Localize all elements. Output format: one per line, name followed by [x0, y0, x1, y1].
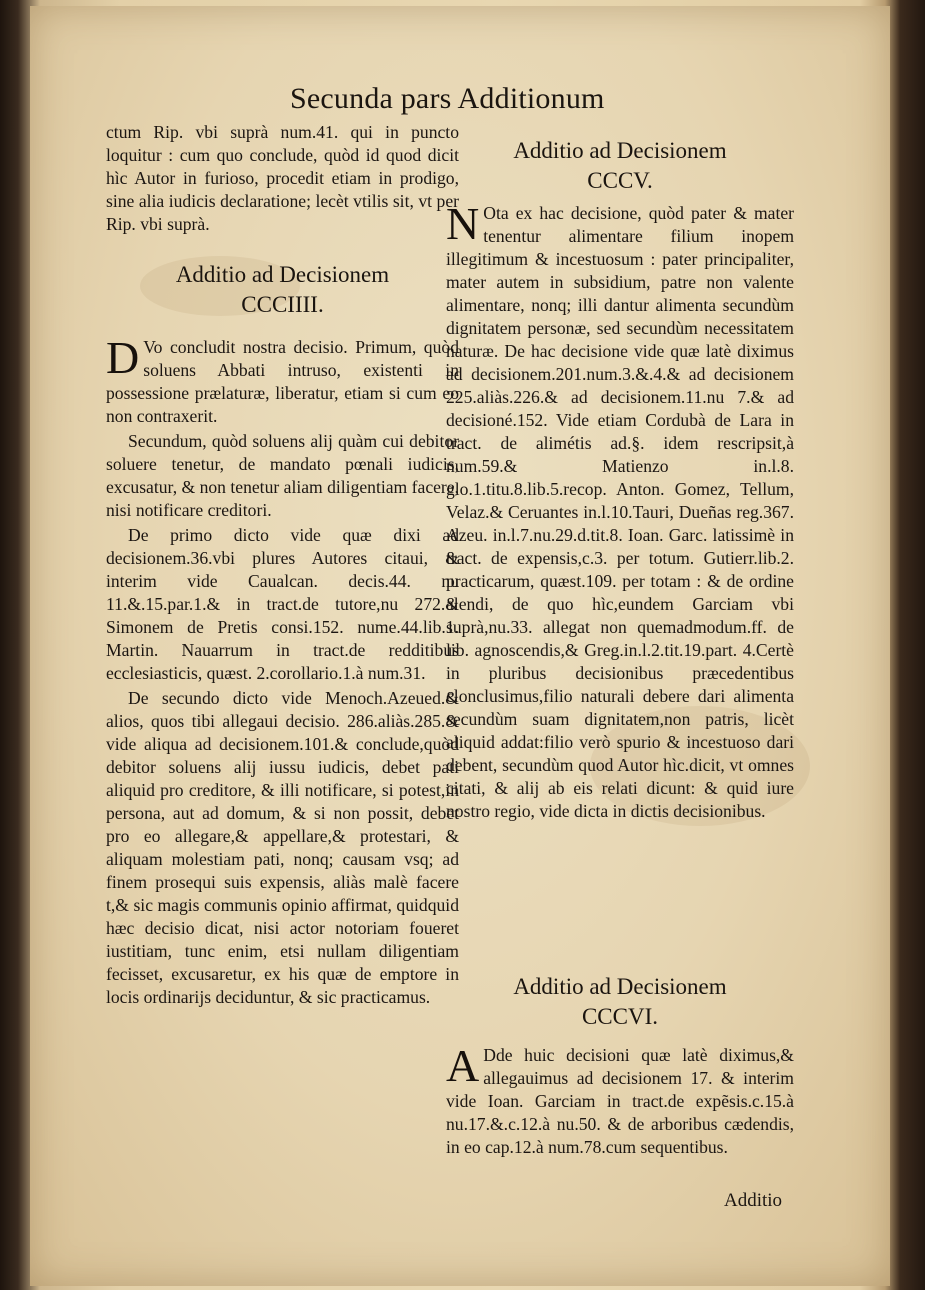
section-number-ccvi: CCCVI.	[581, 1004, 659, 1029]
section-ccvi-body: Dde huic decisioni quæ latè diximus,& allegauimus ad decisionem 17. & interim vide Ioan. Garciam in tract.de expẽsis.c.15.à nu.17.&.c.12.à nu.50. & de arboribus cædendis, in eo cap.12.à num.78.cum sequentibus.	[446, 1045, 794, 1157]
paragraph-4: De secundo dicto vide Menoch.Azeued.& alios, quos tibi allegaui decisio. 286.aliàs.285.& vide aliqua ad decisionem.101.& conclude,quòd debitor soluens alij iussu iudicis, debet pati aliquid pro creditore, & illi notificare, si potest,in persona, aut ad domum, & si non possit, debet pro eo allegare,& appellare,& protestari, & aliquam molestiam pati, nonq; causam vsq; ad finem prosequi suis expensis, aliàs malè facere t,& sic magis communis opinio affirmat, quidquid hæc decisio dicat, nisi actor notoriam foueret iustitiam, tunc enim, etsi nullam diligentiam fecisset, excusaretur, ex his quæ de emptore in locis ordinarijs deciduntur, & sic practicamus.	[106, 688, 459, 1007]
paragraph-1-text: Vo concludit nostra decisio. Primum, quòd soluens Abbati intruso, existenti in possessione prælaturæ, liberatur, etiam si cum eo non contraxerit.	[106, 337, 459, 426]
section-number-ccv: CCCV.	[587, 168, 653, 193]
paragraph-1	[106, 332, 459, 428]
paragraph-2: Secundum, quòd soluens alij quàm cui debitor soluere tenetur, de mandato pœnali iudicis, excusatur, & non tenetur aliam diligentiam facere, nisi notificare creditori.	[106, 431, 459, 520]
paragraph-3: De primo dicto vide quæ dixi ad decisionem.36.vbi plures Autores citaui, & interim vide Caualcan. decis.44. nu 11.&.15.par.1.& in tract.de tutore,nu 272.& Simonem de Pretis consi.152. nume.44.lib.1. Martin. Nauarrum in tract.de redditibus ecclesiasticis, quæst. 2.corollario.1.à num.31.	[106, 525, 459, 683]
catchword: Additio	[724, 1190, 783, 1211]
drop-cap-initial: N	[446, 198, 480, 249]
running-head: Secunda pars Additionum	[290, 82, 605, 115]
continuation-text: ctum Rip. vbi suprà num.41. qui in puncto loquitur : cum quo conclude, quòd id quod dicit hìc Autor in furioso, procedit etiam in prodigo, sine alia iudicis declaratione; lecèt vtilis sit, vt per Rip. vbi suprà.	[106, 122, 459, 234]
section-title-ccv: Additio ad Decisionem	[513, 138, 727, 163]
section-title-ccvi: Additio ad Decisionem	[513, 974, 727, 999]
section-ccv	[446, 136, 794, 823]
section-ccvi	[446, 972, 794, 1159]
section-number-cccciiii: CCCIIII.	[241, 292, 324, 317]
spacer	[106, 320, 459, 336]
section-ccv-body: Ota ex hac decisione, quòd pater & mater tenentur alimentare filium inopem illegitimum & incestuosum : pater principaliter, mater autem in subsidium, patre non valente alimentare, nonq; illi dantur alimenta secundùm dignitatem personæ, sed secundùm necessitatem naturæ. De hac decisione vide quæ latè diximus ad decisionem.201.num.3.&.4.& ad decisionem 225.aliàs.226.& ad decisionem.11.nu 7.& ad decisioné.152. Vide etiam Cordubà de Lara in tract. de alimétis ad.§. idem rescripsit,à num.59.& Matienzo in.l.8. glo.1.titu.8.lib.5.recop. Anton. Gomez, Tellum, Velaz.& Ceruantes in.l.10.Tauri, Dueñas reg.367. Azeu. in.l.7.nu.29.d.tit.8. Ioan. Garc. latissimè in tract. de expensis,c.3. per totum. Gutierr.lib.2. practicarum, quæst.109. per totam : & de ordine alendi, de quo hìc,eundem Garciam vbi suprà,nu.33. allegat non quemadmodum.ff. de lib. agnoscendis,& Greg.in.l.2.tit.19.part. 4.Certè in pluribus decisionibus præcedentibus clonclusimus,filio naturali debere dari alimenta secundùm suam dignitatem,non patris, licèt aliquid addat:filio verò spurio & incestuoso dari debent, secundùm quod Autor hìc.dicit, vt omnes citati, & alij ab eis relati dicunt: & quid iure nostro regio, vide dicta in dictis decisionibus.	[446, 203, 794, 821]
drop-cap-initial: D	[106, 332, 140, 383]
drop-cap-initial: A	[446, 1040, 480, 1091]
spacer	[106, 236, 459, 260]
section-ccvi-text	[446, 1040, 794, 1159]
section-title-cccciiii: Additio ad Decisionem	[175, 262, 390, 287]
left-column	[106, 121, 459, 1009]
section-ccv-text	[446, 198, 794, 823]
